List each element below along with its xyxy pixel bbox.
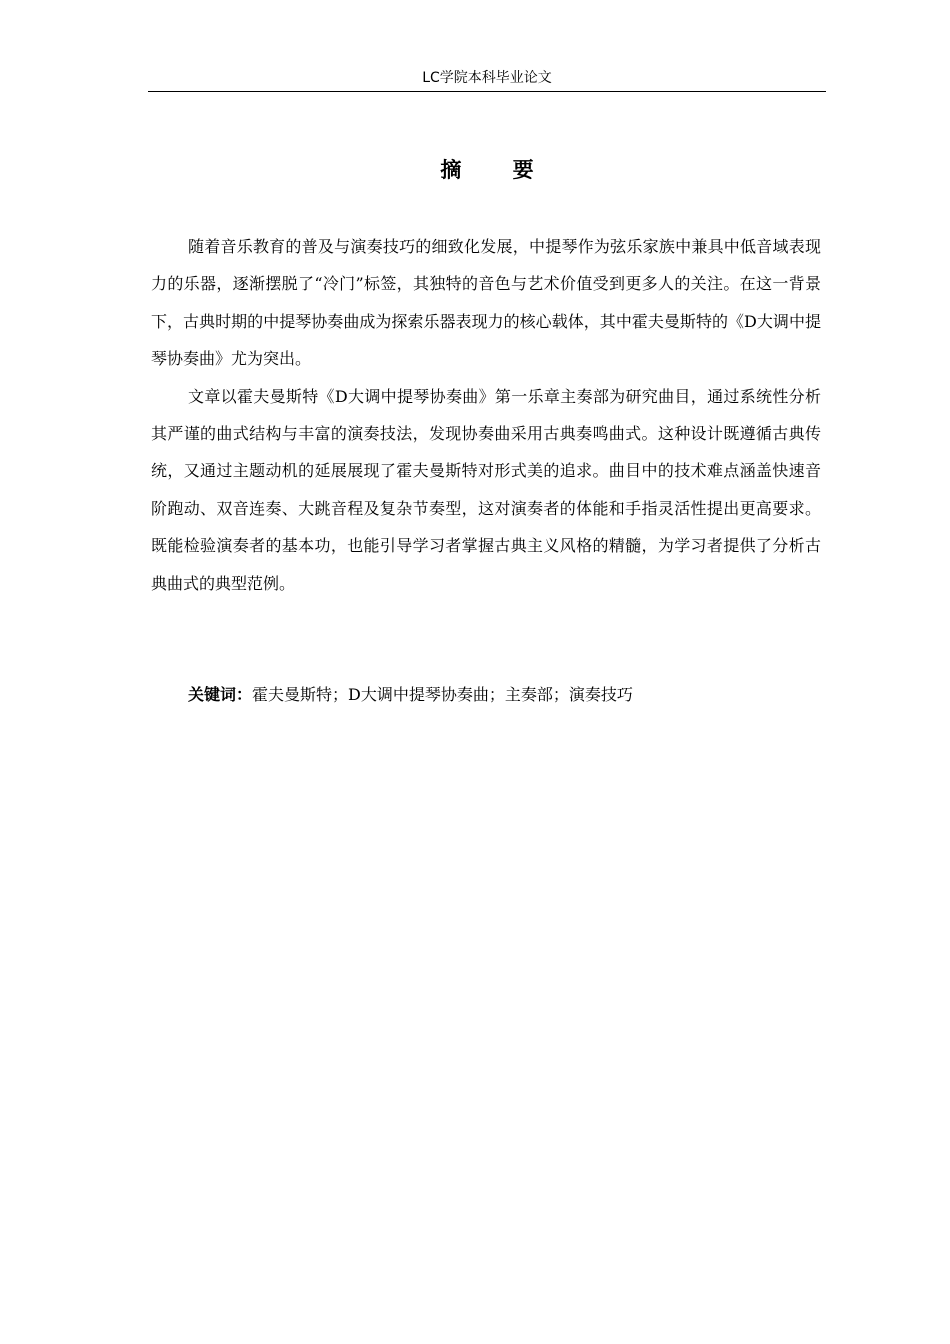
abstract-body bbox=[151, 228, 821, 602]
abstract-paragraph-2: 文章以霍夫曼斯特《D大调中提琴协奏曲》第一乐章主奏部为研究曲目，通过系统性分析其严谨的曲式结构与丰富的演奏技法，发现协奏曲采用古典奏鸣曲式。这种设计既遵循古典传统，又通过主题动机的延展展现了霍夫曼斯特对形式美的追求。曲目中的技术难点涵盖快速音阶跑动、双音连奏、大跳音程及复杂节奏型，这对演奏者的体能和手指灵活性提出更高要求。既能检验演奏者的基本功，也能引导学习者掌握古典主义风格的精髓，为学习者提供了分析古典曲式的典型范例。 bbox=[151, 386, 821, 593]
keywords-label: 关键词： bbox=[188, 685, 253, 704]
keywords-line bbox=[188, 676, 828, 713]
abstract-title: 摘 要 bbox=[440, 158, 556, 182]
abstract-paragraph-1: 随着音乐教育的普及与演奏技巧的细致化发展，中提琴作为弦乐家族中兼具中低音域表现力的乐器，逐渐摆脱了“冷门”标签，其独特的音色与艺术价值受到更多人的关注。在这一背景下，古典时期的中提琴协奏曲成为探索乐器表现力的核心载体，其中霍夫曼斯特的《D大调中提琴协奏曲》尤为突出。 bbox=[151, 237, 821, 369]
page-header: LC学院本科毕业论文 bbox=[422, 70, 552, 86]
keywords-value: 霍夫曼斯特；D大调中提琴协奏曲；主奏部；演奏技巧 bbox=[252, 685, 633, 704]
header-rule bbox=[148, 91, 826, 92]
